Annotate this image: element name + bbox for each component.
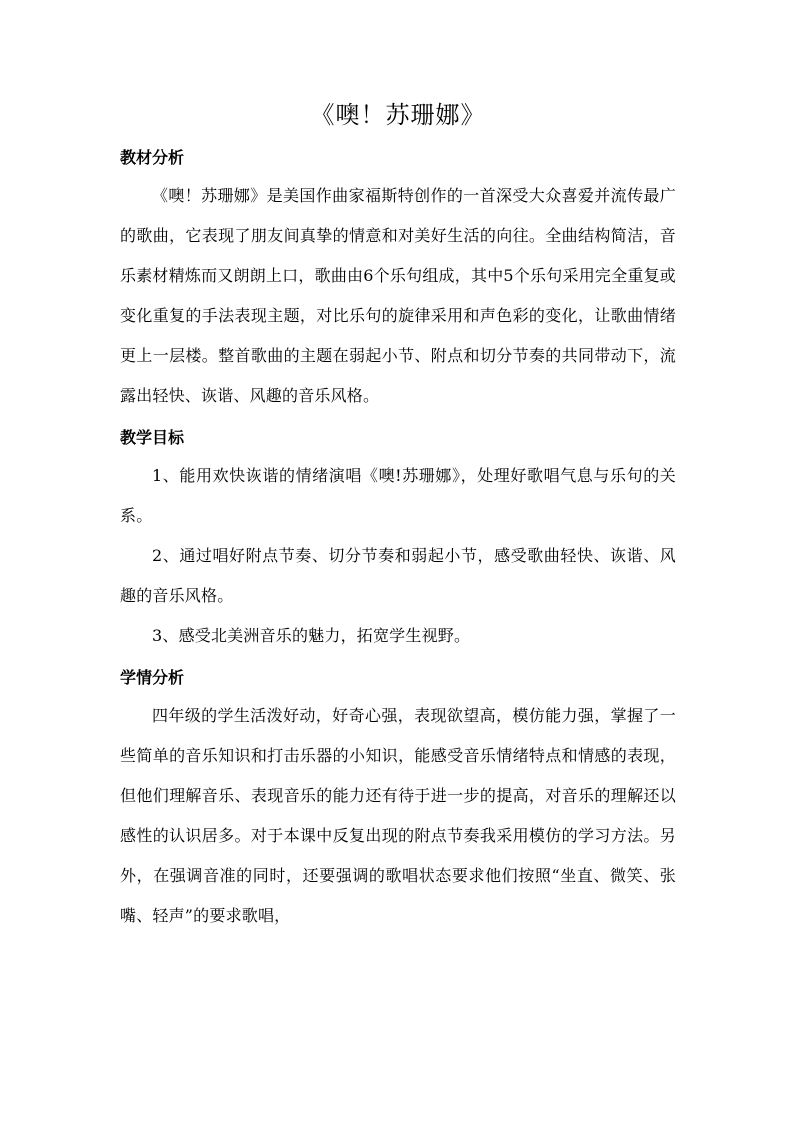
goal-item: 1、能用欢快诙谐的情绪演唱《噢!苏珊娜》，处理好歌唱气息与乐句的关系。 xyxy=(120,466,676,525)
goal-item: 2、通过唱好附点节奏、切分节奏和弱起小节，感受歌曲轻快、诙谐、风趣的音乐风格。 xyxy=(120,546,676,605)
section-textbook-analysis xyxy=(120,148,676,416)
section-heading: 教材分析 xyxy=(120,148,185,167)
section-heading: 学情分析 xyxy=(120,668,185,687)
section-teaching-goals xyxy=(120,428,676,656)
document-title: 《噢！苏珊娜》 xyxy=(310,101,486,129)
section-student-analysis xyxy=(120,668,676,936)
document-page xyxy=(120,94,676,936)
paragraph: 四年级的学生活泼好动，好奇心强，表现欲望高，模仿能力强，掌握了一些简单的音乐知识和打击乐器的小知识，能感受音乐情绪特点和情感的表现，但他们理解音乐、表现音乐的能力还有待于进一步的提高，对音乐的理解还以感性的认识居多。对于本课中反复出现的附点节奏我采用模仿的学习方法。另外，在强调音准的同时，还要强调的歌唱状态要求他们按照“坐直、微笑、张嘴、轻声”的要求歌唱， xyxy=(120,706,676,925)
paragraph: 《噢！苏珊娜》是美国作曲家福斯特创作的一首深受大众喜爱并流传最广的歌曲，它表现了朋友间真挚的情意和对美好生活的向往。全曲结构简洁，音乐素材精炼而又朗朗上口，歌曲由6个乐句组成，其中5个乐句采用完全重复或变化重复的手法表现主题，对比乐句的旋律采用和声色彩的变化，让歌曲情绪更上一层楼。整首歌曲的主题在弱起小节、附点和切分节奏的共同带动下，流露出轻快、诙谐、风趣的音乐风格。 xyxy=(120,186,676,405)
section-heading: 教学目标 xyxy=(120,428,185,447)
goal-item: 3、感受北美洲音乐的魅力，拓宽学生视野。 xyxy=(152,626,471,645)
